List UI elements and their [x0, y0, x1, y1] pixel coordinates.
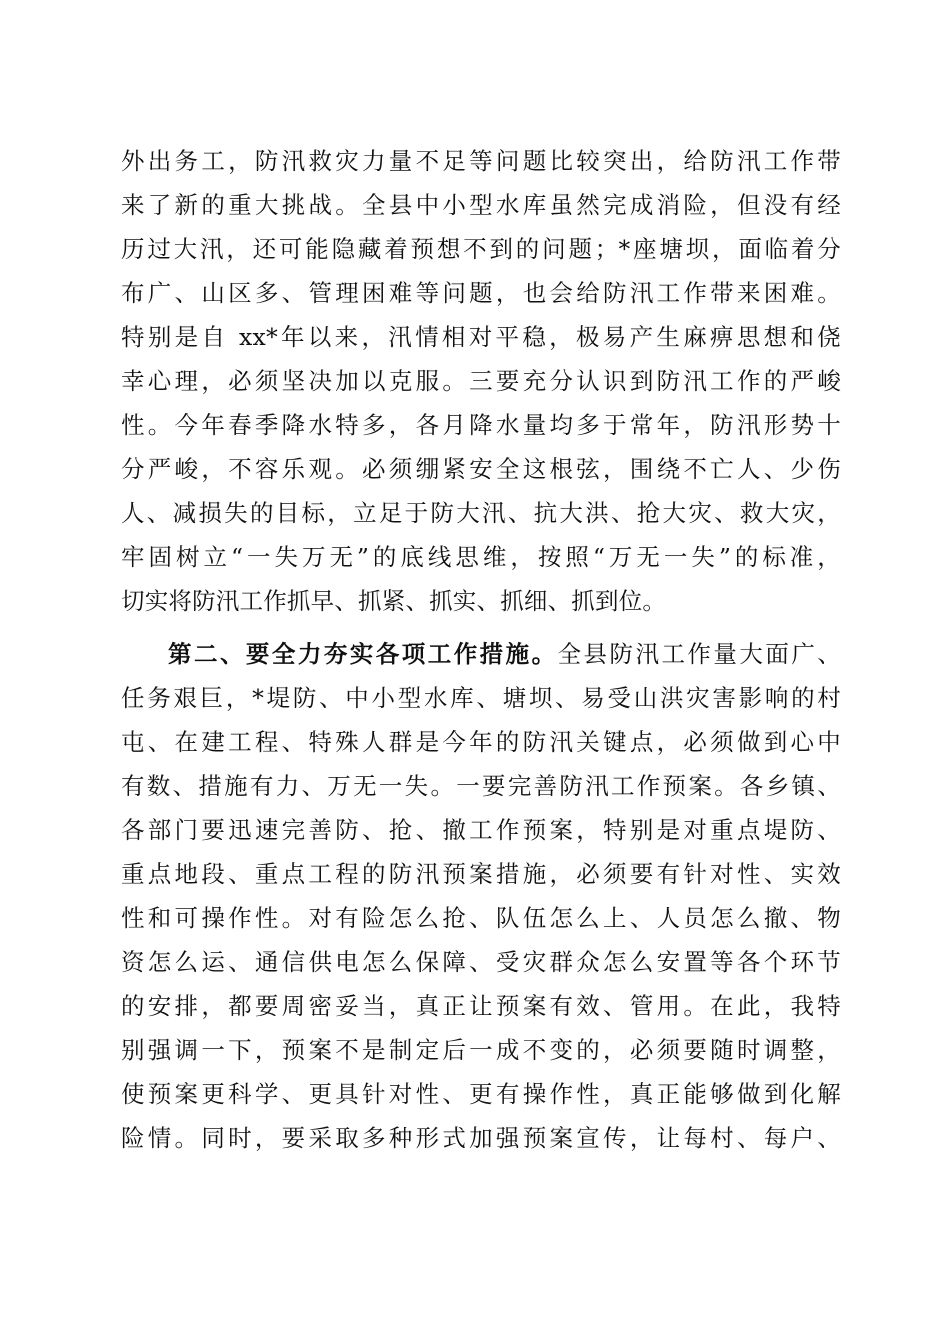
text-line: 各部门要迅速完善防、抢、撤工作预案，特别是对重点堤防、	[121, 816, 841, 844]
text-line: 分严峻，不容乐观。必须绷紧安全这根弦，围绕不亡人、少伤	[121, 455, 841, 483]
text-line: 性。今年春季降水特多，各月降水量均多于常年，防汛形势十	[121, 411, 841, 439]
paragraph-1	[121, 139, 841, 623]
text-line: 人、减损失的目标，立足于防大汛、抗大洪、抢大灾、救大灾，	[121, 499, 841, 527]
text-line: 任务艰巨，*堤防、中小型水库、塘坝、易受山洪灾害影响的村	[121, 684, 841, 712]
text-line: 切实将防汛工作抓早、抓紧、抓实、抓细、抓到位。	[121, 587, 667, 615]
paragraph-2	[121, 632, 841, 1160]
text-line: 性和可操作性。对有险怎么抢、队伍怎么上、人员怎么撤、物	[121, 904, 841, 932]
text-line: 别强调一下，预案不是制定后一成不变的，必须要随时调整，	[121, 1036, 841, 1064]
text-line: 使预案更科学、更具针对性、更有操作性，真正能够做到化解	[121, 1080, 841, 1108]
text-line: 特别是自 xx*年以来，汛情相对平稳，极易产生麻痹思想和侥	[121, 323, 841, 351]
text-line: 幸心理，必须坚决加以克服。三要充分认识到防汛工作的严峻	[121, 367, 841, 395]
section-heading: 第二、要全力夯实各项工作措施。	[168, 640, 558, 668]
text-line: 屯、在建工程、特殊人群是今年的防汛关键点，必须做到心中	[121, 728, 841, 756]
text-line: 外出务工，防汛救灾力量不足等问题比较突出，给防汛工作带	[121, 147, 841, 175]
text-line: 有数、措施有力、万无一失。一要完善防汛工作预案。各乡镇、	[121, 772, 841, 800]
text-line: 资怎么运、通信供电怎么保障、受灾群众怎么安置等各个环节	[121, 948, 841, 976]
text-line: 险情。同时，要采取多种形式加强预案宣传，让每村、每户、	[121, 1124, 841, 1152]
text-line: 牢固树立“一失万无”的底线思维，按照“万无一失”的标准，	[121, 543, 841, 571]
text-run: 全县防汛工作量大面广、	[557, 640, 841, 668]
text-line: 布广、山区多、管理困难等问题，也会给防汛工作带来困难。	[121, 279, 841, 307]
text-line: 历过大汛，还可能隐藏着预想不到的问题；*座塘坝，面临着分	[121, 235, 841, 263]
text-line: 的安排，都要周密妥当，真正让预案有效、管用。在此，我特	[121, 992, 841, 1020]
text-line: 重点地段、重点工程的防汛预案措施，必须要有针对性、实效	[121, 860, 841, 888]
text-line: 来了新的重大挑战。全县中小型水库虽然完成消险，但没有经	[121, 191, 841, 219]
paragraph-first-line	[121, 632, 841, 676]
